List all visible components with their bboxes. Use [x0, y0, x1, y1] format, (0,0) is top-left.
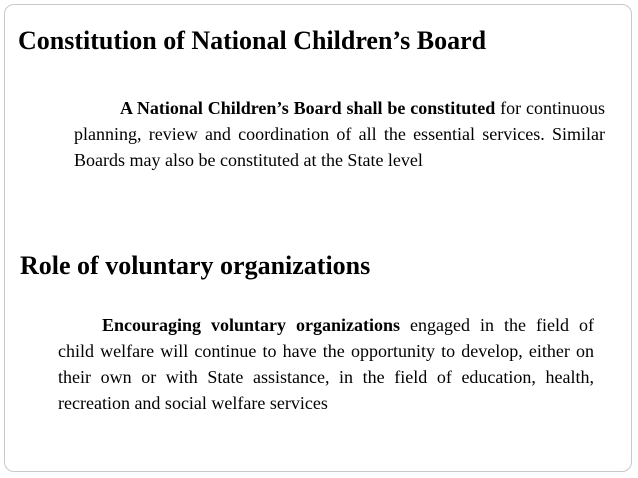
section-heading-voluntary-organizations: Role of voluntary organizations [20, 251, 371, 280]
paragraph-body: for continuous planning, review and coordination of all the essential services. Similar Boards may also be constituted at the State level [74, 98, 606, 170]
paragraph-national-childrens-board [74, 95, 605, 173]
paragraph-voluntary-organizations [58, 312, 594, 416]
paragraph-body: engaged in the field of child welfare will continue to have the opportunity to develop, either on their own or with State assistance, in the field of education, health, recreation and social welfare services [58, 315, 594, 413]
section-heading-national-childrens-board: Constitution of National Children’s Board [18, 26, 487, 55]
paragraph-lead-bold: A National Children’s Board shall be constituted [120, 98, 496, 118]
paragraph-lead-bold: Encouraging voluntary organizations [102, 315, 401, 335]
